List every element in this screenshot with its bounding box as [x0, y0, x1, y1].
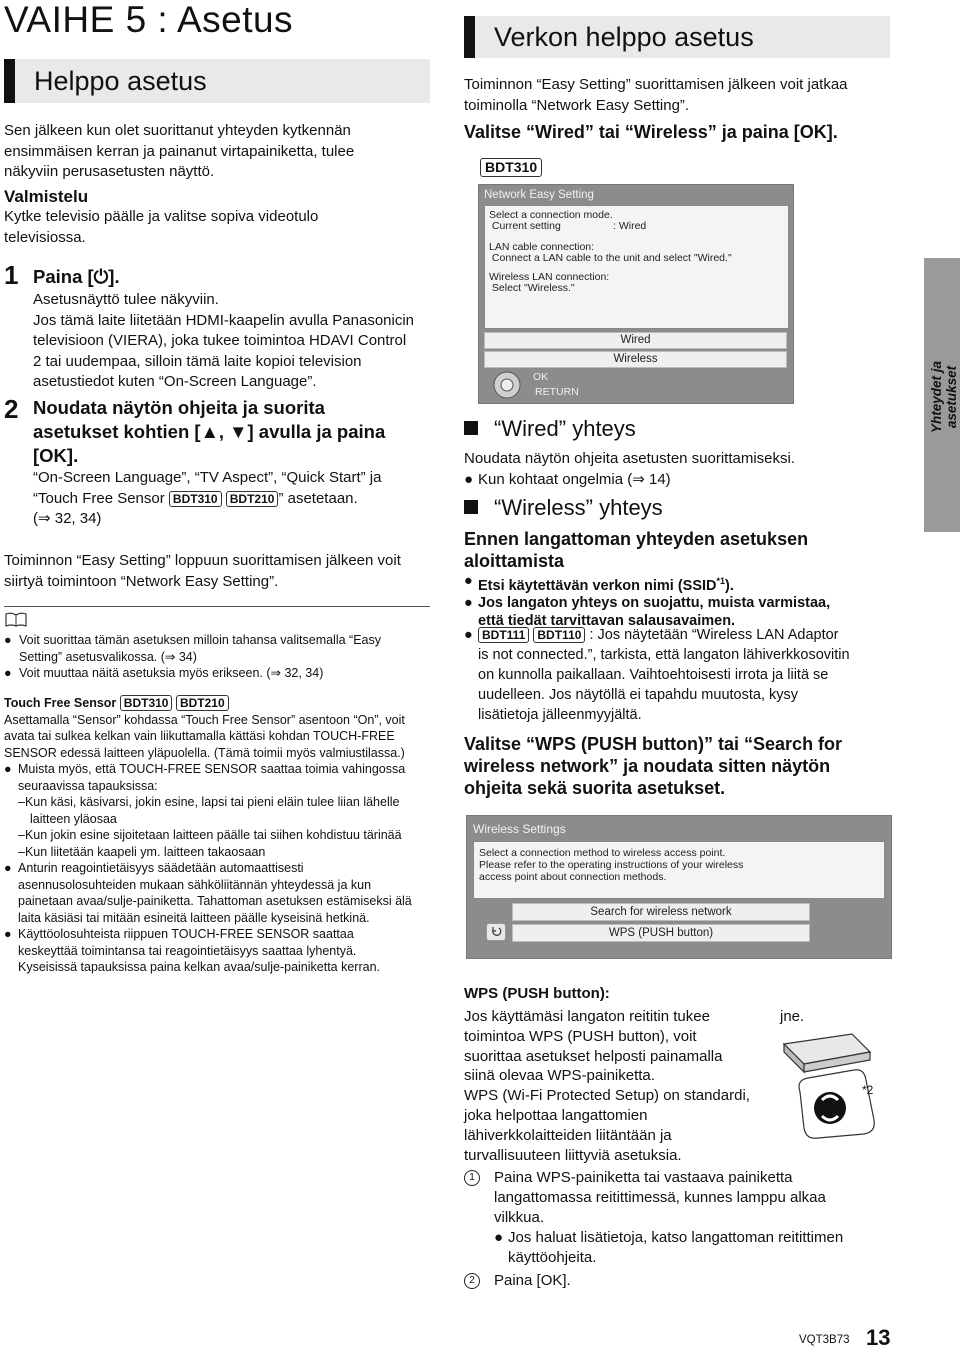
notes-list — [4, 632, 430, 682]
intro-paragraph — [4, 121, 430, 183]
text-line: Noudata näytön ohjeita ja suorita — [33, 397, 325, 418]
text-line: vilkkua. — [494, 1209, 545, 1226]
text-line: lähiverkkolaitteiden liitäntään ja — [464, 1126, 672, 1144]
touch-free-sensor-section — [4, 695, 434, 976]
section-header-helppo-asetus — [4, 59, 430, 103]
step-1-heading: Paina [⏻]. — [33, 266, 120, 287]
step-1 — [464, 1168, 894, 1268]
step-1-text — [33, 290, 433, 393]
model-tag: BDT310 — [480, 158, 542, 177]
option-search-for-wireless-network[interactable]: Search for wireless network — [512, 903, 810, 921]
text-line: laita käsiäsi tai mitään esineitä laitteen päälle kyseisinä hetkinä. — [18, 910, 370, 925]
screen-title: Network Easy Setting — [484, 189, 594, 201]
text-line: asetukset kohtien [▲, ▼] avulla ja paina — [33, 421, 386, 442]
wired-heading — [464, 416, 636, 442]
text-line: Setting” asetusvalikossa. (⇒ 34) — [19, 649, 197, 664]
text-line: suorittaa asetukset helposti painamalla — [464, 1047, 723, 1065]
text-line: Kyseisissä tapauksissa paina kelkan avaa/sulje-painiketta kerran. — [18, 960, 380, 974]
wps-steps — [464, 1168, 894, 1291]
step-number-2: 2 — [4, 394, 19, 424]
text-line: 2 tai uudempaa, silloin tämä laite kopioi television — [33, 352, 362, 370]
text-line: –Kun käsi, käsivarsi, jokin esine, lapsi tai pieni eläin tulee liian lähelle — [18, 795, 400, 809]
wired-text — [464, 449, 894, 490]
text-line: Paina WPS-painiketta tai vastaava painiketta — [494, 1169, 793, 1186]
model-tag: BDT310 — [120, 695, 173, 711]
easy-setting-after-text — [4, 551, 430, 592]
text-line: ● Jos langaton yhteys on suojattu, muista varmistaa, — [478, 595, 831, 612]
text-line: ● Muista myös, että TOUCH-FREE SENSOR saattaa toimia vahingossa — [18, 762, 406, 776]
screen-message-box — [473, 841, 885, 899]
model-tag: BDT210 — [176, 695, 229, 711]
text-line: seuraavissa tapauksissa: — [18, 778, 158, 793]
text-line: Ennen langattoman yhteyden asetuksen — [464, 529, 809, 549]
square-marker — [464, 421, 478, 435]
text-line: ● Voit suorittaa tämän asetuksen milloin tahansa valitsemalla “Easy — [19, 633, 381, 647]
text-line: siirtyä toimintoon “Network Easy Setting”. — [4, 572, 279, 590]
network-intro — [464, 75, 890, 116]
text-line: televisioon (VIERA), joka tukee toimintoa HDAVI Control — [33, 332, 407, 349]
square-marker — [464, 500, 478, 514]
text-line: on kunnolla paikallaan. Vaihtoehtoisesti irrota ja liitä se — [478, 667, 829, 683]
heading-text: “Wireless” yhteys — [494, 495, 663, 520]
text-line: ohjeita sekä suorita asetukset. — [464, 778, 726, 798]
jne-label: jne. — [780, 1008, 805, 1025]
model-tag-bdt310 — [480, 158, 542, 177]
page-reference: (⇒ 32, 34) — [33, 510, 102, 527]
text-line: turvallisuuteen liittyviä asetuksia. — [464, 1146, 682, 1164]
text-line: Wireless LAN connection: — [489, 271, 610, 283]
text-span: ” asetetaan. — [278, 489, 358, 507]
step-1-bullet — [494, 1228, 894, 1268]
remote-dpad-icon — [493, 371, 521, 404]
page-title: VAIHE 5 : Asetus — [4, 0, 294, 40]
text-line: “On-Screen Language”, “TV Aspect”, “Quick Start” ja — [33, 469, 382, 486]
text-line: Toiminnon “Easy Setting” loppuun suorittamisen jälkeen voit — [4, 552, 401, 569]
text-line: Please refer to the operating instructions of your wireless — [479, 859, 744, 871]
footnote-star2: *2 — [862, 1083, 874, 1097]
tfs-bullet — [4, 761, 434, 860]
text-span: : Jos näytetään “Wireless LAN Adaptor — [589, 627, 839, 643]
text-line: käyttöohjeita. — [508, 1249, 597, 1266]
text-line: Toiminnon “Easy Setting” suorittamisen jälkeen voit jatkaa — [464, 76, 848, 93]
text-line: –Kun liitetään kaapeli ym. laitteen takaosaan — [18, 844, 266, 859]
text-line: Select "Wireless." — [489, 282, 575, 294]
text-line: toimintoa WPS (PUSH button), voit — [464, 1027, 697, 1045]
text-line: Asettamalla “Sensor” kohdassa “Touch Free Sensor” asentoon “On”, voit — [4, 712, 405, 727]
text-line: asetustiedot kuten “On-Screen Language”. — [33, 373, 317, 390]
step-2 — [464, 1271, 894, 1291]
step-2-heading — [33, 396, 433, 468]
text-line: Select a connection method to wireless access point. — [479, 847, 726, 859]
bullet-line — [464, 625, 894, 645]
divider — [4, 606, 430, 607]
text-line: että tiedät tarvittavan salausavaimen. — [478, 612, 736, 629]
wireless-heading — [464, 495, 663, 521]
wired-bullet: ● Kun kohtaat ongelmia (⇒ 14) — [464, 470, 894, 491]
tfs-heading-line — [4, 695, 434, 712]
model-tag: BDT310 — [169, 491, 222, 507]
before-wireless-heading — [464, 528, 808, 572]
before-wireless-list — [464, 573, 894, 630]
text-span: ). — [725, 577, 734, 594]
text-line: keskeyttää toimintansa tai reagointietäisyys saattaa lyhentyä. — [18, 943, 357, 958]
tfs-bullet — [4, 926, 434, 976]
text-line: ● Anturin reagointietäisyys säädetään automaattisesti — [18, 861, 304, 875]
text-line: –Kun jokin esine sijoitetaan laitteen päälle tai siihen kohdistuu tärinää — [18, 828, 402, 842]
text-line: Connect a LAN cable to the unit and select "Wired." — [489, 252, 732, 264]
model-tag: BDT111 — [478, 627, 529, 643]
text-line: Jos tämä laite liitetään HDMI-kaapelin avulla Panasonicin — [33, 311, 415, 329]
screen-title: Wireless Settings — [473, 822, 566, 836]
text-line: asennusolosuhteiden mukaan sähköliitännän yhteydessä ja kun — [18, 877, 372, 892]
document-code: VQT3B73 — [799, 1334, 850, 1346]
text-line: wireless network” ja noudata sitten näytön — [464, 756, 831, 776]
text-line: WPS (Wi-Fi Protected Setup) on standardi, — [464, 1087, 750, 1105]
prep-text — [4, 207, 430, 248]
current-setting-value: : Wired — [613, 220, 647, 232]
text-line: näkyviin perusasetusten näyttö. — [4, 163, 215, 180]
before-bullet-1 — [464, 573, 894, 595]
wps-description — [464, 1007, 774, 1165]
text-line: ● Käyttöolosuhteista riippuen TOUCH-FREE SENSOR saattaa — [18, 927, 354, 941]
option-wireless[interactable]: Wireless — [484, 351, 787, 368]
text-line: Select a connection mode. — [489, 209, 613, 221]
wps-select-heading — [464, 733, 904, 799]
step-number: 2 — [464, 1273, 480, 1289]
text-line: uudelleen. Jos näytöllä ei tapahdu muutosta, kysy — [478, 687, 799, 703]
section-title: Verkon helppo asetus — [494, 22, 754, 52]
text-line: Valitse “WPS (PUSH button)” tai “Search for — [464, 734, 843, 754]
text-line: langattomassa reitittimessä, kunnes lamppu alkaa — [494, 1189, 826, 1206]
ok-label: OK — [533, 371, 549, 383]
text-line: lisätietoja jälleenmyyjältä. — [478, 707, 642, 723]
prep-heading: Valmistelu — [4, 187, 89, 206]
section-marker — [4, 59, 15, 103]
text-line: Asetusnäyttö tulee näkyviin. — [33, 291, 219, 308]
text-line: Jos käyttämäsi langaton reititin tukee — [464, 1008, 710, 1025]
text-line: aloittamista — [464, 551, 565, 571]
text-line: ensimmäisen kerran ja painanut virtapainiketta, tulee — [4, 142, 355, 160]
model-tag: BDT210 — [226, 491, 279, 507]
step-number: 1 — [464, 1170, 480, 1186]
section-title: Helppo asetus — [34, 66, 207, 96]
wireless-settings-screen — [466, 815, 892, 959]
text-line: ● Voit muuttaa näitä asetuksia myös erikseen. (⇒ 32, 34) — [19, 666, 324, 680]
step-number-1: 1 — [4, 260, 19, 290]
text-line: Kytke televisio päälle ja valitse sopiva videotulo — [4, 208, 319, 225]
network-easy-setting-screen — [478, 184, 794, 404]
option-wired[interactable]: Wired — [484, 332, 787, 349]
text-line: joka helpottaa langattomien — [464, 1106, 648, 1124]
text-line: painetaan avaa/sulje-painiketta. Tahattoman asetuksen estämiseksi älä — [18, 894, 412, 908]
text-line: Noudata näytön ohjeita asetusten suorittamiseksi. — [464, 450, 796, 467]
text-line: Current setting — [489, 220, 561, 232]
screen-message-box — [484, 205, 789, 329]
text-line: avata tai sulkea kelkan vain liikuttamalla kättäsi kohdan TOUCH-FREE — [4, 729, 395, 743]
text-line: LAN cable connection: — [489, 241, 595, 253]
text-line: Sen jälkeen kun olet suorittanut yhteyden kytkennän — [4, 122, 351, 139]
select-wired-wireless-heading: Valitse “Wired” tai “Wireless” ja paina [OK]. — [464, 122, 838, 142]
text-span: Etsi käytettävän verkon nimi (SSID — [478, 577, 717, 594]
text-line: ● Jos haluat lisätietoja, katso langattoman reitittimen — [508, 1229, 844, 1246]
text-line: SENSOR edessä laitteen yläpuolella. (Tämä toimii myös valmiustilassa.) — [4, 745, 405, 760]
section-marker — [464, 16, 475, 58]
step-2-text — [33, 468, 433, 530]
text-line: Paina [OK]. — [494, 1272, 571, 1289]
note-item — [4, 632, 430, 665]
heading-text: “Wired” yhteys — [494, 416, 636, 441]
return-icon[interactable] — [486, 923, 506, 941]
text-line: laitteen yläosaa — [30, 811, 117, 826]
section-header-verkon-helppo-asetus — [464, 16, 890, 58]
text-span: “Touch Free Sensor — [33, 489, 169, 507]
text-line: siinä olevaa WPS-painiketta. — [464, 1067, 655, 1085]
option-wps-push-button[interactable]: WPS (PUSH button) — [512, 924, 810, 942]
book-icon — [4, 612, 28, 633]
text-line: access point about connection methods. — [479, 871, 667, 883]
text-line: is not connected.”, tarkista, että langaton lähiverkkosovitin — [478, 647, 850, 663]
side-tab-label: Yhteydet ja asetukset — [929, 360, 959, 434]
page-number: 13 — [866, 1325, 891, 1350]
model-tag: BDT110 — [533, 627, 585, 643]
tfs-heading: Touch Free Sensor — [4, 696, 117, 710]
text-line: [OK]. — [33, 445, 79, 466]
wps-push-heading: WPS (PUSH button): — [464, 985, 610, 1002]
footnote-mark: *1 — [716, 576, 726, 586]
return-label: RETURN — [535, 386, 579, 398]
before-bullet-3 — [464, 625, 894, 725]
text-line: televisiossa. — [4, 228, 86, 246]
text-line — [33, 489, 433, 510]
note-item — [4, 665, 430, 682]
tfs-bullet — [4, 860, 434, 926]
text-line: toiminolla “Network Easy Setting”. — [464, 96, 690, 114]
